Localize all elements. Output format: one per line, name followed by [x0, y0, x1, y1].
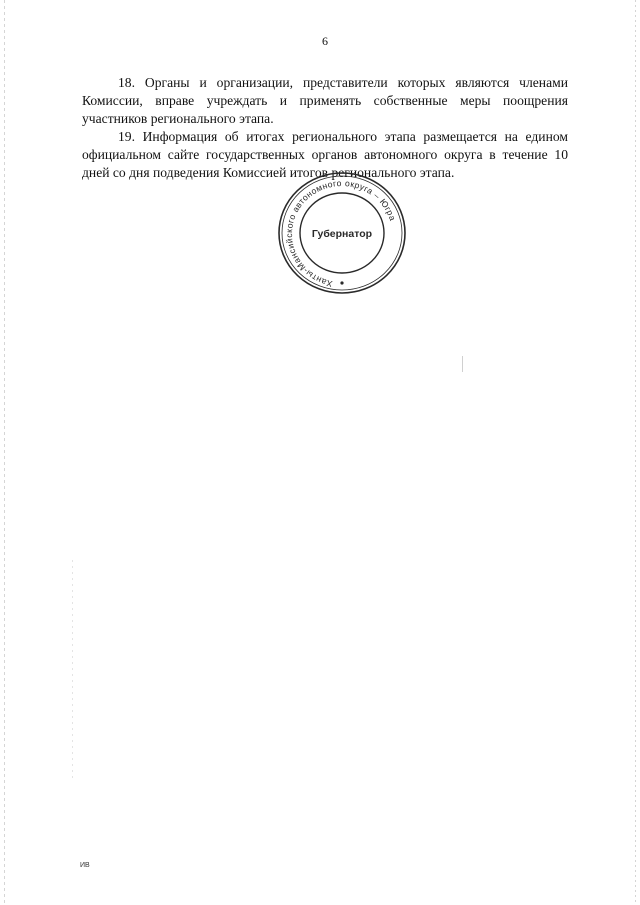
official-seal	[275, 170, 409, 294]
footer-initials: ИВ	[80, 862, 90, 869]
document-body	[82, 74, 568, 182]
seal-ring-text: Ханты-Мансийского автономного округа – Югра	[283, 177, 398, 290]
scan-edge-right	[635, 0, 636, 905]
scan-artifact-line	[72, 560, 73, 780]
seal-star-dot	[340, 281, 343, 284]
paragraph-18: 18. Органы и организации, представители которых являются членами Комиссии, вправе учреждать и применять собственные меры поощрения участников регионального этапа.	[82, 75, 568, 126]
page-number: 6	[322, 34, 328, 48]
scan-edge-left	[4, 0, 5, 905]
seal-center-text: Губернатор	[311, 228, 373, 240]
scan-speck	[462, 356, 463, 372]
paragraph-19: 19. Информация об итогах регионального этапа размещается на едином официальном сайте государственных органов автономного округа в течение 10 дней со дня подведения Комиссией итогов регионального этапа.	[82, 129, 568, 180]
